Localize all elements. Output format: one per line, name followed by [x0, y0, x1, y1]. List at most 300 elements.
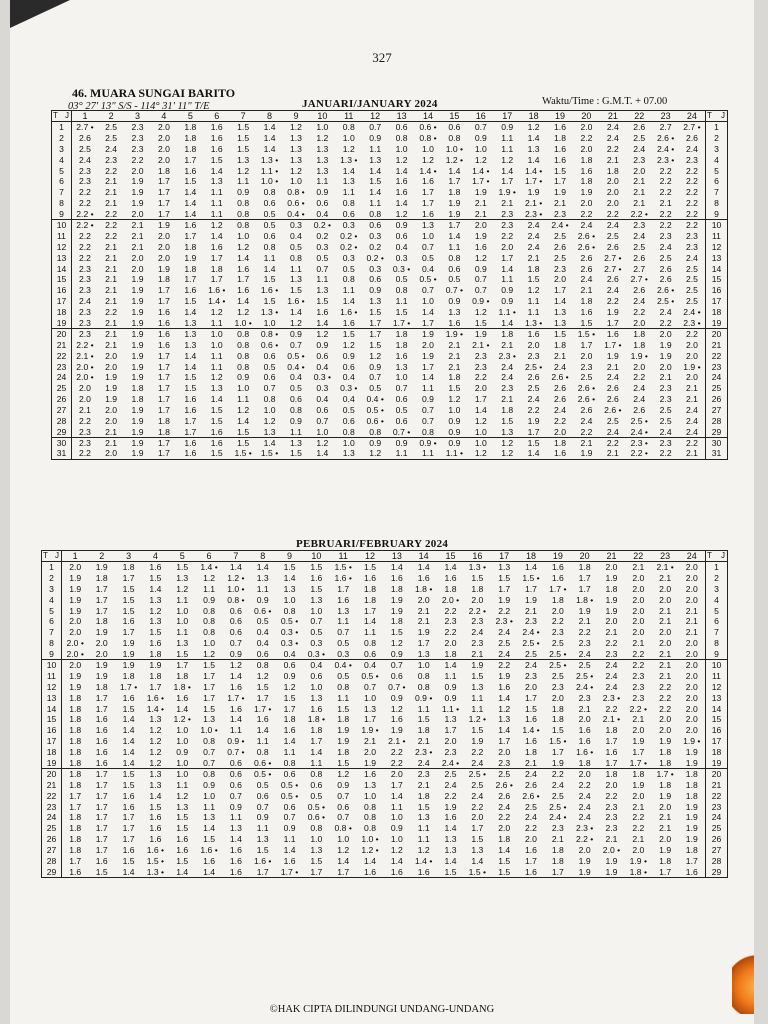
tide-height-cell: 1.9 — [124, 437, 150, 448]
tide-height-cell: 2.2 • — [76, 208, 94, 219]
tide-height-cell: 1.2 — [149, 736, 162, 747]
tide-height-cell: 0.8 — [448, 132, 461, 143]
tide-height-cell: 1.7 — [157, 208, 170, 219]
tide-height-cell: 2.6 — [554, 241, 566, 252]
tide-height-cell: 1.5 — [210, 448, 223, 459]
tide-height-cell: 1.9 — [551, 757, 564, 768]
day-axis-label: T — [707, 111, 712, 120]
day-number-right: 3 — [706, 143, 728, 154]
tide-height-cell: 0.6 — [337, 801, 350, 812]
tide-height-cell: 0.3 — [283, 220, 309, 231]
tide-height-cell: 1.7 — [256, 866, 269, 877]
tide-height-cell: 1.5 — [525, 703, 537, 714]
tide-height-cell: 1.3 — [256, 572, 269, 583]
tide-height-cell: 2.4 — [525, 812, 537, 823]
tide-height-cell: 0.7 — [337, 812, 350, 823]
tide-height-cell: 1.3 — [342, 448, 355, 459]
tide-height-cell: 2.0 — [444, 736, 457, 747]
tide-height-cell: 2.0 — [157, 154, 170, 165]
tide-height-cell: 2.6 — [659, 274, 672, 285]
tide-height-cell: 0.8 — [196, 768, 223, 779]
tide-height-cell: 0.8 — [289, 405, 302, 416]
hour-header: 3 — [115, 551, 142, 562]
day-number-right: 23 — [706, 801, 728, 812]
tide-height-cell: 1.3 — [176, 572, 189, 583]
tide-height-cell: 2.6 • — [656, 285, 675, 296]
tide-height-cell: 1.6 — [390, 572, 403, 583]
tide-height-cell: 2.2 — [605, 703, 618, 714]
tide-height-cell: 2.2 — [606, 296, 619, 307]
table-row — [42, 768, 728, 779]
table-row — [42, 834, 728, 845]
day-number: 18 — [42, 747, 62, 758]
tide-height-cell: 2.5 — [551, 790, 564, 801]
tide-height-cell: 2.4 — [554, 361, 566, 372]
tide-height-cell: 2.0 — [659, 583, 672, 594]
tide-height-cell: 1.7 — [157, 372, 170, 383]
tide-height-cell: 1.2 — [448, 394, 461, 405]
tide-height-cell: 1.6 • — [287, 296, 305, 307]
tide-height-cell: 1.9 — [474, 187, 487, 198]
tide-height-cell: 1.1 — [203, 801, 216, 812]
tide-height-cell: 2.1 — [105, 241, 118, 252]
tide-height-cell: 2.1 • — [76, 350, 94, 361]
tide-height-cell: 0.8 — [395, 132, 408, 143]
tide-height-cell: 2.1 — [606, 361, 619, 372]
tide-height-cell: 2.3 — [494, 220, 520, 231]
tide-height-cell: 1.0 — [316, 122, 329, 133]
tide-height-cell: 1.8 — [364, 594, 376, 605]
tide-height-cell: 1.8 — [184, 263, 197, 274]
hour-header: 1 — [72, 111, 98, 122]
tide-height-cell: 1.4 — [289, 307, 302, 318]
hour-header: 13 — [383, 551, 410, 562]
tide-height-cell: 1.5 — [184, 176, 197, 187]
day-number-right: 6 — [706, 176, 728, 187]
tide-height-cell: 1.5 • — [260, 448, 279, 459]
tide-height-cell: 2.6 • — [577, 383, 596, 394]
tide-height-cell: 1.1 — [448, 241, 461, 252]
tide-height-cell: 1.3 — [203, 812, 216, 823]
tide-height-cell: 1.7 — [337, 866, 350, 877]
tide-height-cell: 1.6 — [122, 801, 135, 812]
tide-height-cell: 1.3 — [149, 594, 162, 605]
tide-height-cell: 2.0 — [471, 812, 484, 823]
tide-height-cell: 1.3 — [448, 307, 461, 318]
tide-height-cell: 2.6 • — [522, 790, 540, 801]
tide-height-cell: 2.0 — [659, 361, 672, 372]
tide-height-cell: 2.6 — [685, 132, 698, 143]
tide-height-cell: 1.0 — [422, 296, 434, 307]
tide-height-cell: 2.1 — [659, 198, 672, 209]
tide-height-cell: 1.5 — [176, 562, 189, 573]
day-number: 13 — [42, 692, 62, 703]
tide-height-cell: 0.9 — [474, 263, 487, 274]
tide-height-cell: 0.7 — [263, 383, 276, 394]
tide-height-cell: 0.4 • — [366, 394, 384, 405]
tide-height-cell: 0.9 — [501, 296, 514, 307]
tide-height-cell: 0.5 • — [419, 274, 437, 285]
tide-height-cell: 2.5 — [551, 670, 564, 681]
tide-height-cell: 0.3 — [342, 252, 355, 263]
tide-height-cell: 1.8 — [337, 747, 350, 758]
tide-height-cell: 0.6 — [289, 394, 302, 405]
tide-height-cell: 0.9 — [444, 692, 457, 703]
tide-height-cell: 1.1 — [256, 583, 269, 594]
tide-height-cell: 2.1 — [105, 263, 118, 274]
tide-height-cell: 1.2 — [210, 307, 223, 318]
tide-height-cell: 1.4 • — [146, 703, 165, 714]
day-number-right: 5 — [706, 165, 728, 176]
tide-height-cell: 1.3 — [498, 562, 511, 573]
tide-height-cell: 0.6 — [229, 779, 242, 790]
tide-height-cell: 1.3 — [444, 714, 457, 725]
tide-height-cell: 1.6 — [203, 855, 216, 866]
tide-height-cell: 1.7 — [337, 583, 350, 594]
tide-height-cell: 1.5 — [203, 834, 216, 845]
tide-height-cell: 2.2 — [659, 703, 672, 714]
tide-height-cell: 1.7 — [95, 703, 108, 714]
tide-height-cell: 1.8 — [679, 768, 706, 779]
day-number-right: 9 — [706, 649, 728, 660]
tide-height-cell: 1.6 — [229, 866, 242, 877]
tide-height-cell: 1.3 — [289, 143, 302, 154]
tide-height-cell: 1.3 — [289, 274, 302, 285]
tide-height-cell: 1.9 • — [630, 350, 648, 361]
tide-height-cell: 0.5 — [342, 263, 355, 274]
tide-height-cell: 1.0 — [176, 725, 189, 736]
tide-height-cell: 1.9 — [95, 670, 108, 681]
tide-height-cell: 1.1 — [422, 383, 434, 394]
hour-header: 2 — [98, 111, 124, 122]
hour-header: 11 — [336, 111, 362, 122]
tide-height-cell: 1.8 — [184, 122, 197, 133]
hour-header: 5 — [177, 111, 203, 122]
day-number-right: 22 — [706, 350, 728, 361]
day-number: 2 — [42, 572, 62, 583]
table-row — [52, 143, 728, 154]
tide-height-cell: 1.4 — [229, 714, 242, 725]
table-row — [52, 230, 728, 241]
tide-height-cell: 1.7 — [474, 394, 487, 405]
tide-height-cell: 1.7 — [578, 583, 591, 594]
tide-height-cell: 2.5 — [685, 274, 698, 285]
tide-height-cell: 2.0 — [685, 725, 698, 736]
tide-height-cell: 0.3 • — [313, 372, 332, 383]
tide-height-cell: 1.7 — [310, 866, 323, 877]
tide-height-cell: 2.6 — [525, 779, 537, 790]
tide-height-cell: 1.8 — [554, 339, 566, 350]
tide-height-cell: 2.4 — [685, 252, 698, 263]
tide-height-cell: 1.9 — [685, 834, 698, 845]
tide-height-cell: 2.2 — [390, 757, 403, 768]
tide-height-cell: 1.4 — [527, 448, 540, 459]
tide-height-cell: 1.2 — [494, 437, 520, 448]
table-row — [42, 812, 728, 823]
tide-height-cell: 0.8 — [263, 241, 276, 252]
tide-height-cell: 1.8 — [551, 855, 564, 866]
tide-height-cell: 2.0 — [605, 616, 618, 627]
day-number-right: 20 — [706, 328, 728, 339]
hour-header: 17 — [491, 551, 518, 562]
tide-height-cell: 2.0 — [157, 230, 170, 241]
tide-height-cell: 1.8 — [122, 562, 135, 573]
tide-height-cell: 1.8 — [598, 768, 625, 779]
tide-height-cell: 1.8 — [69, 736, 82, 747]
tide-height-cell: 0.3 • — [340, 383, 358, 394]
tide-height-cell: 1.1 — [501, 143, 514, 154]
tide-height-cell: 1.5 — [498, 866, 511, 877]
tide-height-cell: 2.1 — [105, 252, 118, 263]
tide-height-cell: 1.3 • — [146, 866, 165, 877]
day-number-right: 23 — [706, 361, 728, 372]
tide-height-cell: 0.4 • — [330, 660, 357, 671]
tide-height-cell: 0.6 • — [254, 757, 272, 768]
tide-height-cell: 1.6 — [600, 328, 626, 339]
tide-height-cell: 1.8 — [448, 187, 461, 198]
tide-height-cell: 2.2 — [105, 230, 118, 241]
tide-height-cell: 0.9 — [474, 132, 487, 143]
tide-height-cell: 1.2 — [203, 572, 216, 583]
tide-height-cell: 1.5 — [417, 801, 430, 812]
tide-height-cell: 1.6 • — [334, 572, 352, 583]
tide-height-cell: 1.0 — [395, 143, 408, 154]
tide-height-cell: 2.7 • — [630, 274, 648, 285]
tide-height-cell: 2.6 — [527, 372, 540, 383]
tide-height-cell: 1.9 — [95, 627, 108, 638]
tide-height-cell: 2.2 — [444, 627, 457, 638]
day-number: 23 — [52, 361, 72, 372]
tide-height-cell: 0.8 • — [419, 132, 437, 143]
tide-height-cell: 1.4 — [437, 660, 464, 671]
tide-height-cell: 1.8 — [659, 779, 672, 790]
day-number-right: 24 — [706, 372, 728, 383]
tide-height-cell: 2.0 — [525, 681, 537, 692]
tide-height-cell: 2.6 — [633, 405, 646, 416]
tide-height-cell: 1.6 — [283, 725, 296, 736]
hour-header: 16 — [464, 551, 491, 562]
tide-height-cell: 1.6 — [184, 285, 197, 296]
tide-height-cell: 2.4 — [518, 768, 545, 779]
day-number: 18 — [52, 307, 72, 318]
tide-height-cell: 2.1 — [525, 757, 537, 768]
tide-height-cell: 1.7 — [184, 274, 197, 285]
tide-height-cell: 2.2 • — [468, 605, 486, 616]
tide-height-cell: 1.7 — [364, 714, 376, 725]
tide-height-cell: 1.5 — [364, 562, 376, 573]
tide-height-cell: 0.3 — [316, 241, 329, 252]
tide-height-cell: 1.3 — [316, 285, 329, 296]
tide-height-cell: 0.9 — [444, 681, 457, 692]
tide-height-cell: 2.2 — [578, 779, 591, 790]
tide-height-cell: 1.7 — [95, 790, 108, 801]
tide-height-cell: 1.2 — [256, 670, 269, 681]
tide-height-cell: 2.2 — [105, 165, 118, 176]
tide-height-cell: 1.3 — [554, 317, 566, 328]
tide-height-cell: 2.2 • — [629, 703, 647, 714]
tide-height-cell: 2.2 — [685, 165, 698, 176]
tide-height-cell: 2.3 — [652, 437, 678, 448]
tide-height-cell: 2.4 — [633, 143, 646, 154]
tide-height-cell: 2.5 — [525, 801, 537, 812]
tide-height-cell: 1.9 — [474, 230, 487, 241]
day-number-right: 18 — [706, 307, 728, 318]
tide-height-cell: 1.9 — [444, 801, 457, 812]
tide-height-cell: 1.9 — [498, 670, 511, 681]
tide-height-cell: 2.2 — [659, 208, 672, 219]
tide-height-cell: 1.2 — [149, 725, 162, 736]
tide-height-cell: 1.5 — [184, 372, 197, 383]
tide-height-cell: 1.3 — [263, 426, 276, 437]
tide-height-cell: 1.1 — [369, 143, 382, 154]
tide-height-cell: 0.9 — [256, 594, 269, 605]
tide-height-cell: 1.5 — [122, 855, 135, 866]
tide-height-cell: 2.4 — [471, 627, 484, 638]
tide-height-cell: 1.2 — [309, 437, 335, 448]
tide-height-cell: 2.1 — [659, 648, 672, 659]
tide-height-cell: 0.6 — [310, 779, 323, 790]
day-number-right: 21 — [706, 779, 728, 790]
tide-height-cell: 2.4 — [578, 648, 591, 659]
tide-height-cell: 2.2 — [98, 220, 124, 231]
tide-height-cell: 2.2 — [659, 681, 672, 692]
tide-height-cell: 0.8 — [364, 823, 376, 834]
tide-height-cell: 1.4 — [210, 165, 223, 176]
tide-height-cell: 2.1 — [98, 328, 124, 339]
tide-height-cell: 1.1 — [229, 812, 242, 823]
tide-height-cell: 1.4 • — [472, 165, 490, 176]
tide-height-cell: 1.6 — [525, 736, 537, 747]
day-number-right: 16 — [706, 285, 728, 296]
tide-height-cell: 2.2 — [605, 790, 618, 801]
tide-height-cell: 2.0 — [525, 834, 537, 845]
day-number-right: 12 — [706, 241, 728, 252]
tide-height-cell: 1.6 — [554, 143, 566, 154]
tide-height-cell: 1.8 — [157, 415, 170, 426]
tide-height-cell: 1.5 — [471, 670, 484, 681]
tide-height-cell: 0.6 — [342, 208, 355, 219]
day-number: 23 — [42, 801, 62, 812]
tide-height-cell: 1.8 — [337, 714, 350, 725]
tide-height-cell: 2.3 • — [495, 616, 513, 627]
tide-height-cell: 1.2 — [316, 132, 329, 143]
tide-height-cell: 1.8 • — [575, 594, 594, 605]
tide-height-cell: 2.3 — [580, 361, 593, 372]
day-axis-label: T — [43, 551, 48, 560]
table-row — [42, 594, 728, 605]
table-row — [52, 187, 728, 198]
tide-height-cell: 0.9 — [337, 779, 350, 790]
tide-height-cell: 1.9 — [606, 350, 619, 361]
day-number: 6 — [52, 176, 72, 187]
tide-height-cell: 1.1 — [210, 198, 223, 209]
tide-height-cell: 1.7 — [203, 681, 216, 692]
tide-height-cell: 2.3 • — [602, 692, 621, 703]
tide-height-cell: 1.8 — [149, 670, 162, 681]
tide-height-cell: 0.5 — [310, 790, 323, 801]
day-number-right: 27 — [706, 405, 728, 416]
day-number-right: 7 — [706, 627, 728, 638]
tide-height-cell: 1.3 — [184, 339, 197, 350]
tide-height-cell: 1.6 — [310, 572, 323, 583]
tide-height-cell: 1.0 • — [260, 176, 279, 187]
day-number: 12 — [42, 681, 62, 692]
tide-height-cell: 1.6 • — [254, 855, 272, 866]
table-row — [52, 165, 728, 176]
tide-height-cell: 1.5 — [289, 285, 302, 296]
tide-height-cell: 1.0 — [316, 426, 329, 437]
day-number: 3 — [42, 583, 62, 594]
tide-height-cell: 0.6 — [229, 757, 242, 768]
tide-height-cell: 1.1 — [210, 208, 223, 219]
tide-height-cell: 2.4 — [685, 405, 698, 416]
tide-height-cell: 1.5 — [444, 866, 457, 877]
tide-height-cell: 1.5 — [283, 692, 296, 703]
tide-height-cell: 2.3 — [501, 383, 514, 394]
day-number: 7 — [42, 627, 62, 638]
tide-height-cell: 2.3 — [78, 307, 91, 318]
tide-height-cell: 1.4 — [184, 361, 197, 372]
tide-height-cell: 1.5 — [210, 415, 223, 426]
tide-height-cell: 2.3 — [551, 681, 564, 692]
tide-height-cell: 1.4 — [471, 855, 484, 866]
tide-height-cell: 1.7 — [157, 448, 170, 459]
tide-height-cell: 0.3 — [369, 230, 382, 241]
tide-height-cell: 2.6 — [498, 790, 511, 801]
tide-height-cell: 1.1 — [527, 296, 540, 307]
tide-height-cell: 2.0 — [131, 252, 144, 263]
hour-header: 16 — [468, 111, 494, 122]
tide-height-cell: 2.3 — [72, 328, 98, 339]
tide-height-cell: 1.8 — [551, 845, 564, 856]
tide-height-cell: 2.1 — [105, 296, 118, 307]
day-number: 13 — [52, 252, 72, 263]
tide-height-cell: 2.0 — [95, 648, 108, 659]
tide-height-cell: 1.0 — [468, 437, 494, 448]
tide-height-cell: 2.0 — [685, 594, 698, 605]
tide-height-cell: 2.0 — [69, 616, 82, 627]
tide-height-cell: 0.8 • — [334, 823, 352, 834]
tide-height-cell: 2.6 — [580, 263, 593, 274]
tide-height-cell: 1.4 — [337, 855, 350, 866]
tide-height-cell: 2.1 — [131, 241, 144, 252]
tide-height-cell: 1.9 — [659, 350, 672, 361]
day-number: 14 — [42, 703, 62, 714]
tide-height-cell: 1.1 — [369, 198, 382, 209]
tide-height-cell: 2.3 — [501, 208, 514, 219]
tide-height-cell: 1.4 — [122, 736, 135, 747]
tide-height-cell: 2.0 — [554, 426, 566, 437]
tide-height-cell: 1.9 — [337, 736, 350, 747]
tide-height-cell: 1.1 — [501, 132, 514, 143]
tide-height-cell: 2.4 — [605, 670, 618, 681]
tide-height-cell: 1.9 — [498, 594, 511, 605]
tide-height-cell: 0.7 — [369, 372, 382, 383]
tide-height-cell: 2.0 — [652, 328, 678, 339]
tide-height-cell: 2.0 — [632, 572, 645, 583]
tide-height-cell: 1.5 — [390, 627, 403, 638]
tide-height-cell: 1.8 — [69, 812, 82, 823]
tide-height-cell: 0.5 — [316, 252, 329, 263]
tide-height-cell: 2.2 — [444, 790, 457, 801]
tide-height-cell: 1.2 — [395, 154, 408, 165]
tide-height-cell: 2.5 — [685, 285, 698, 296]
tide-height-cell: 1.5 — [474, 317, 487, 328]
tide-height-cell: 2.4 — [527, 230, 540, 241]
tide-height-cell: 2.1 — [105, 339, 118, 350]
tide-height-cell: 1.8 — [580, 154, 593, 165]
tide-height-cell: 1.4 — [122, 757, 135, 768]
